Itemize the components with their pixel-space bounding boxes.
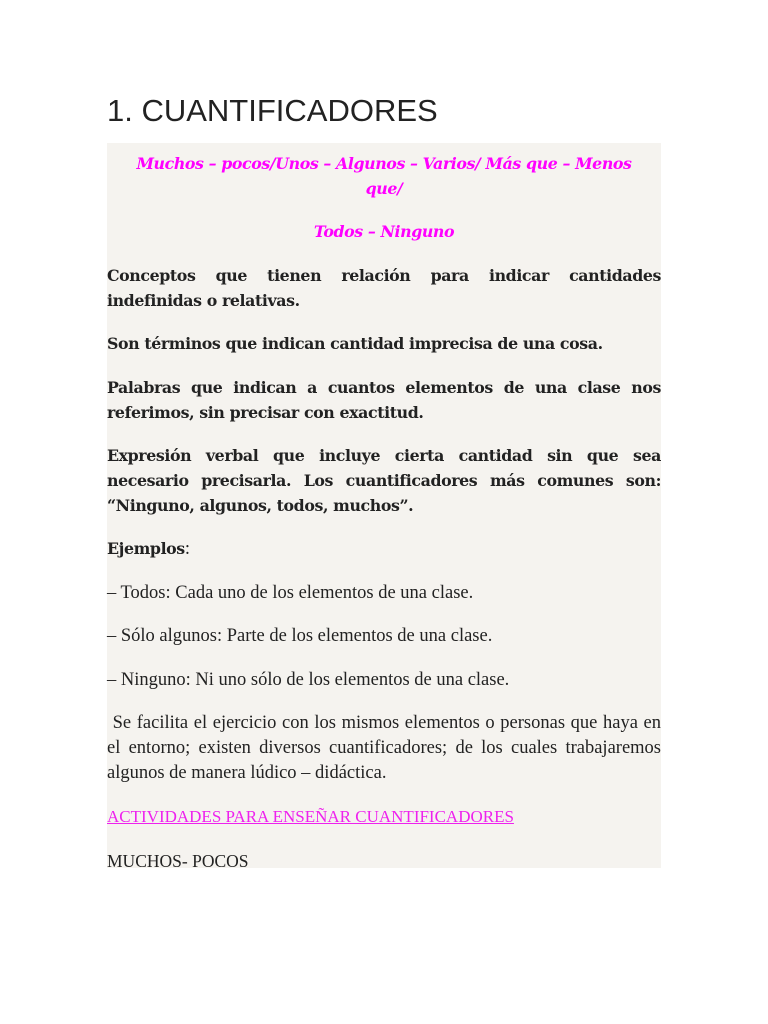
- examples-label: Ejemplos: [107, 539, 185, 559]
- examples-colon: :: [184, 539, 190, 560]
- activities-link[interactable]: ACTIVIDADES PARA ENSEÑAR CUANTIFICADORES: [107, 807, 514, 827]
- example-item: – Todos: Cada uno de los elementos de una clase.: [107, 582, 474, 603]
- page-title: 1. CUANTIFICADORES: [107, 93, 438, 128]
- note-paragraph: Se facilita el ejercicio con los mismos elementos o personas que haya en el entorno; existen diversos cuantificadores; de los cuales trabajaremos algunos de manera lúdico – didáctica.: [107, 712, 666, 783]
- definition-paragraph: Conceptos que tienen relación para indicar cantidades indefinidas o relativas.: [107, 265, 661, 310]
- content-box: [107, 143, 666, 871]
- examples-line: [107, 536, 661, 562]
- activities-link-line: [107, 804, 661, 830]
- quantifiers-subtitle: Todos – Ninguno: [313, 222, 455, 242]
- section-heading: MUCHOS- POCOS: [107, 850, 249, 871]
- definition-paragraph: Palabras que indican a cuantos elementos de una clase nos referimos, sin precisar con exactitud.: [107, 377, 661, 422]
- definition-paragraph: Expresión verbal que incluye cierta cantidad sin que sea necesario precisarla. Los cuantificadores más comunes son: “Ninguno, algunos, todos, muchos”.: [107, 445, 661, 515]
- quantifiers-heading: Muchos – pocos/Unos – Algunos – Varios/ Más que – Menos que/: [136, 154, 632, 198]
- definition-paragraph: Son términos que indican cantidad imprecisa de una cosa.: [107, 334, 603, 354]
- example-item: – Sólo algunos: Parte de los elementos de una clase.: [107, 626, 493, 647]
- example-item: – Ninguno: Ni uno sólo de los elementos de una clase.: [107, 669, 510, 690]
